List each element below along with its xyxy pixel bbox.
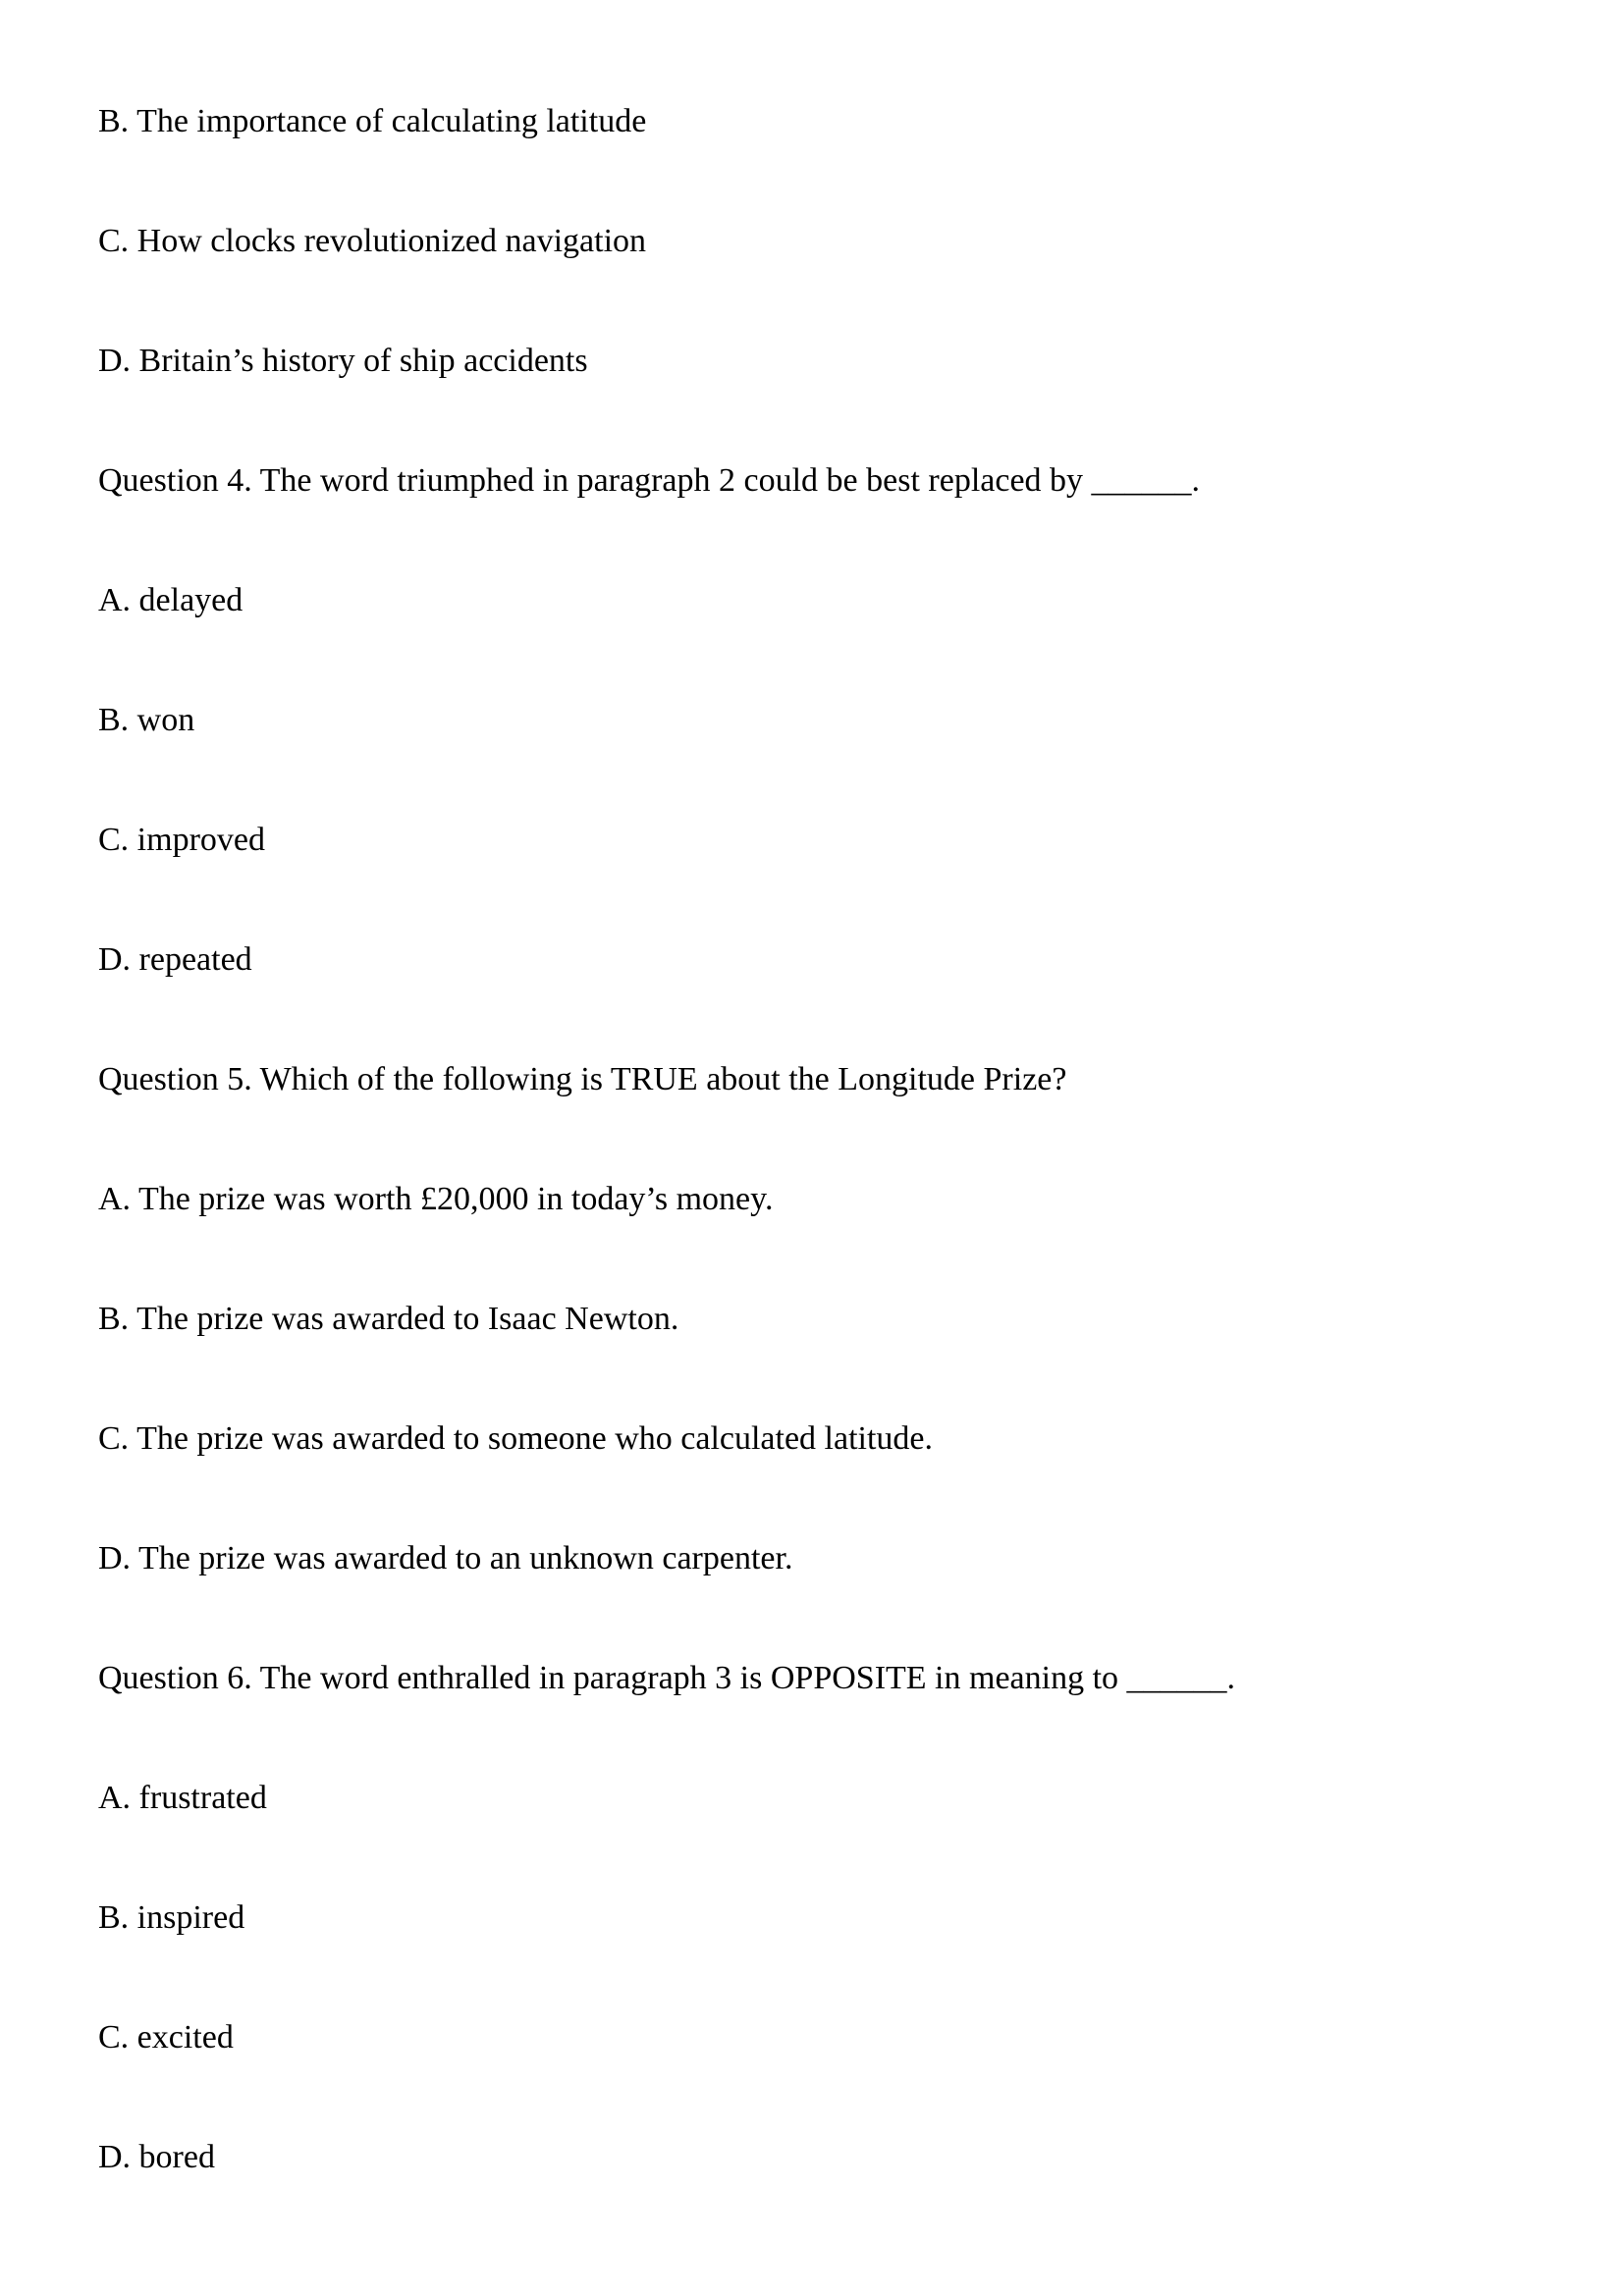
q6-option-c: C. excited (98, 2019, 234, 2056)
q4-option-a: A. delayed (98, 582, 244, 619)
q6-option-b: B. inspired (98, 1899, 245, 1937)
q5-option-b: B. The prize was awarded to Isaac Newton. (98, 1301, 679, 1338)
q6-option-d: D. bored (98, 2139, 215, 2176)
q5-option-a: A. The prize was worth £20,000 in today’s money. (98, 1181, 774, 1218)
q4-option-c: C. improved (98, 822, 265, 859)
q3-option-c: C. How clocks revolutionized navigation (98, 223, 647, 260)
q6-option-a: A. frustrated (98, 1780, 267, 1817)
question-4-prompt: Question 4. The word triumphed in paragraph 2 could be best replaced by ______. (98, 462, 1201, 500)
q4-option-b: B. won (98, 702, 195, 739)
q3-option-b: B. The importance of calculating latitude (98, 103, 647, 140)
q3-option-d: D. Britain’s history of ship accidents (98, 343, 588, 380)
q5-option-d: D. The prize was awarded to an unknown carpenter. (98, 1540, 793, 1577)
q5-option-c: C. The prize was awarded to someone who calculated latitude. (98, 1420, 934, 1458)
q4-option-d: D. repeated (98, 941, 252, 979)
question-6-prompt: Question 6. The word enthralled in paragraph 3 is OPPOSITE in meaning to ______. (98, 1660, 1236, 1697)
question-5-prompt: Question 5. Which of the following is TRUE about the Longitude Prize? (98, 1061, 1067, 1098)
